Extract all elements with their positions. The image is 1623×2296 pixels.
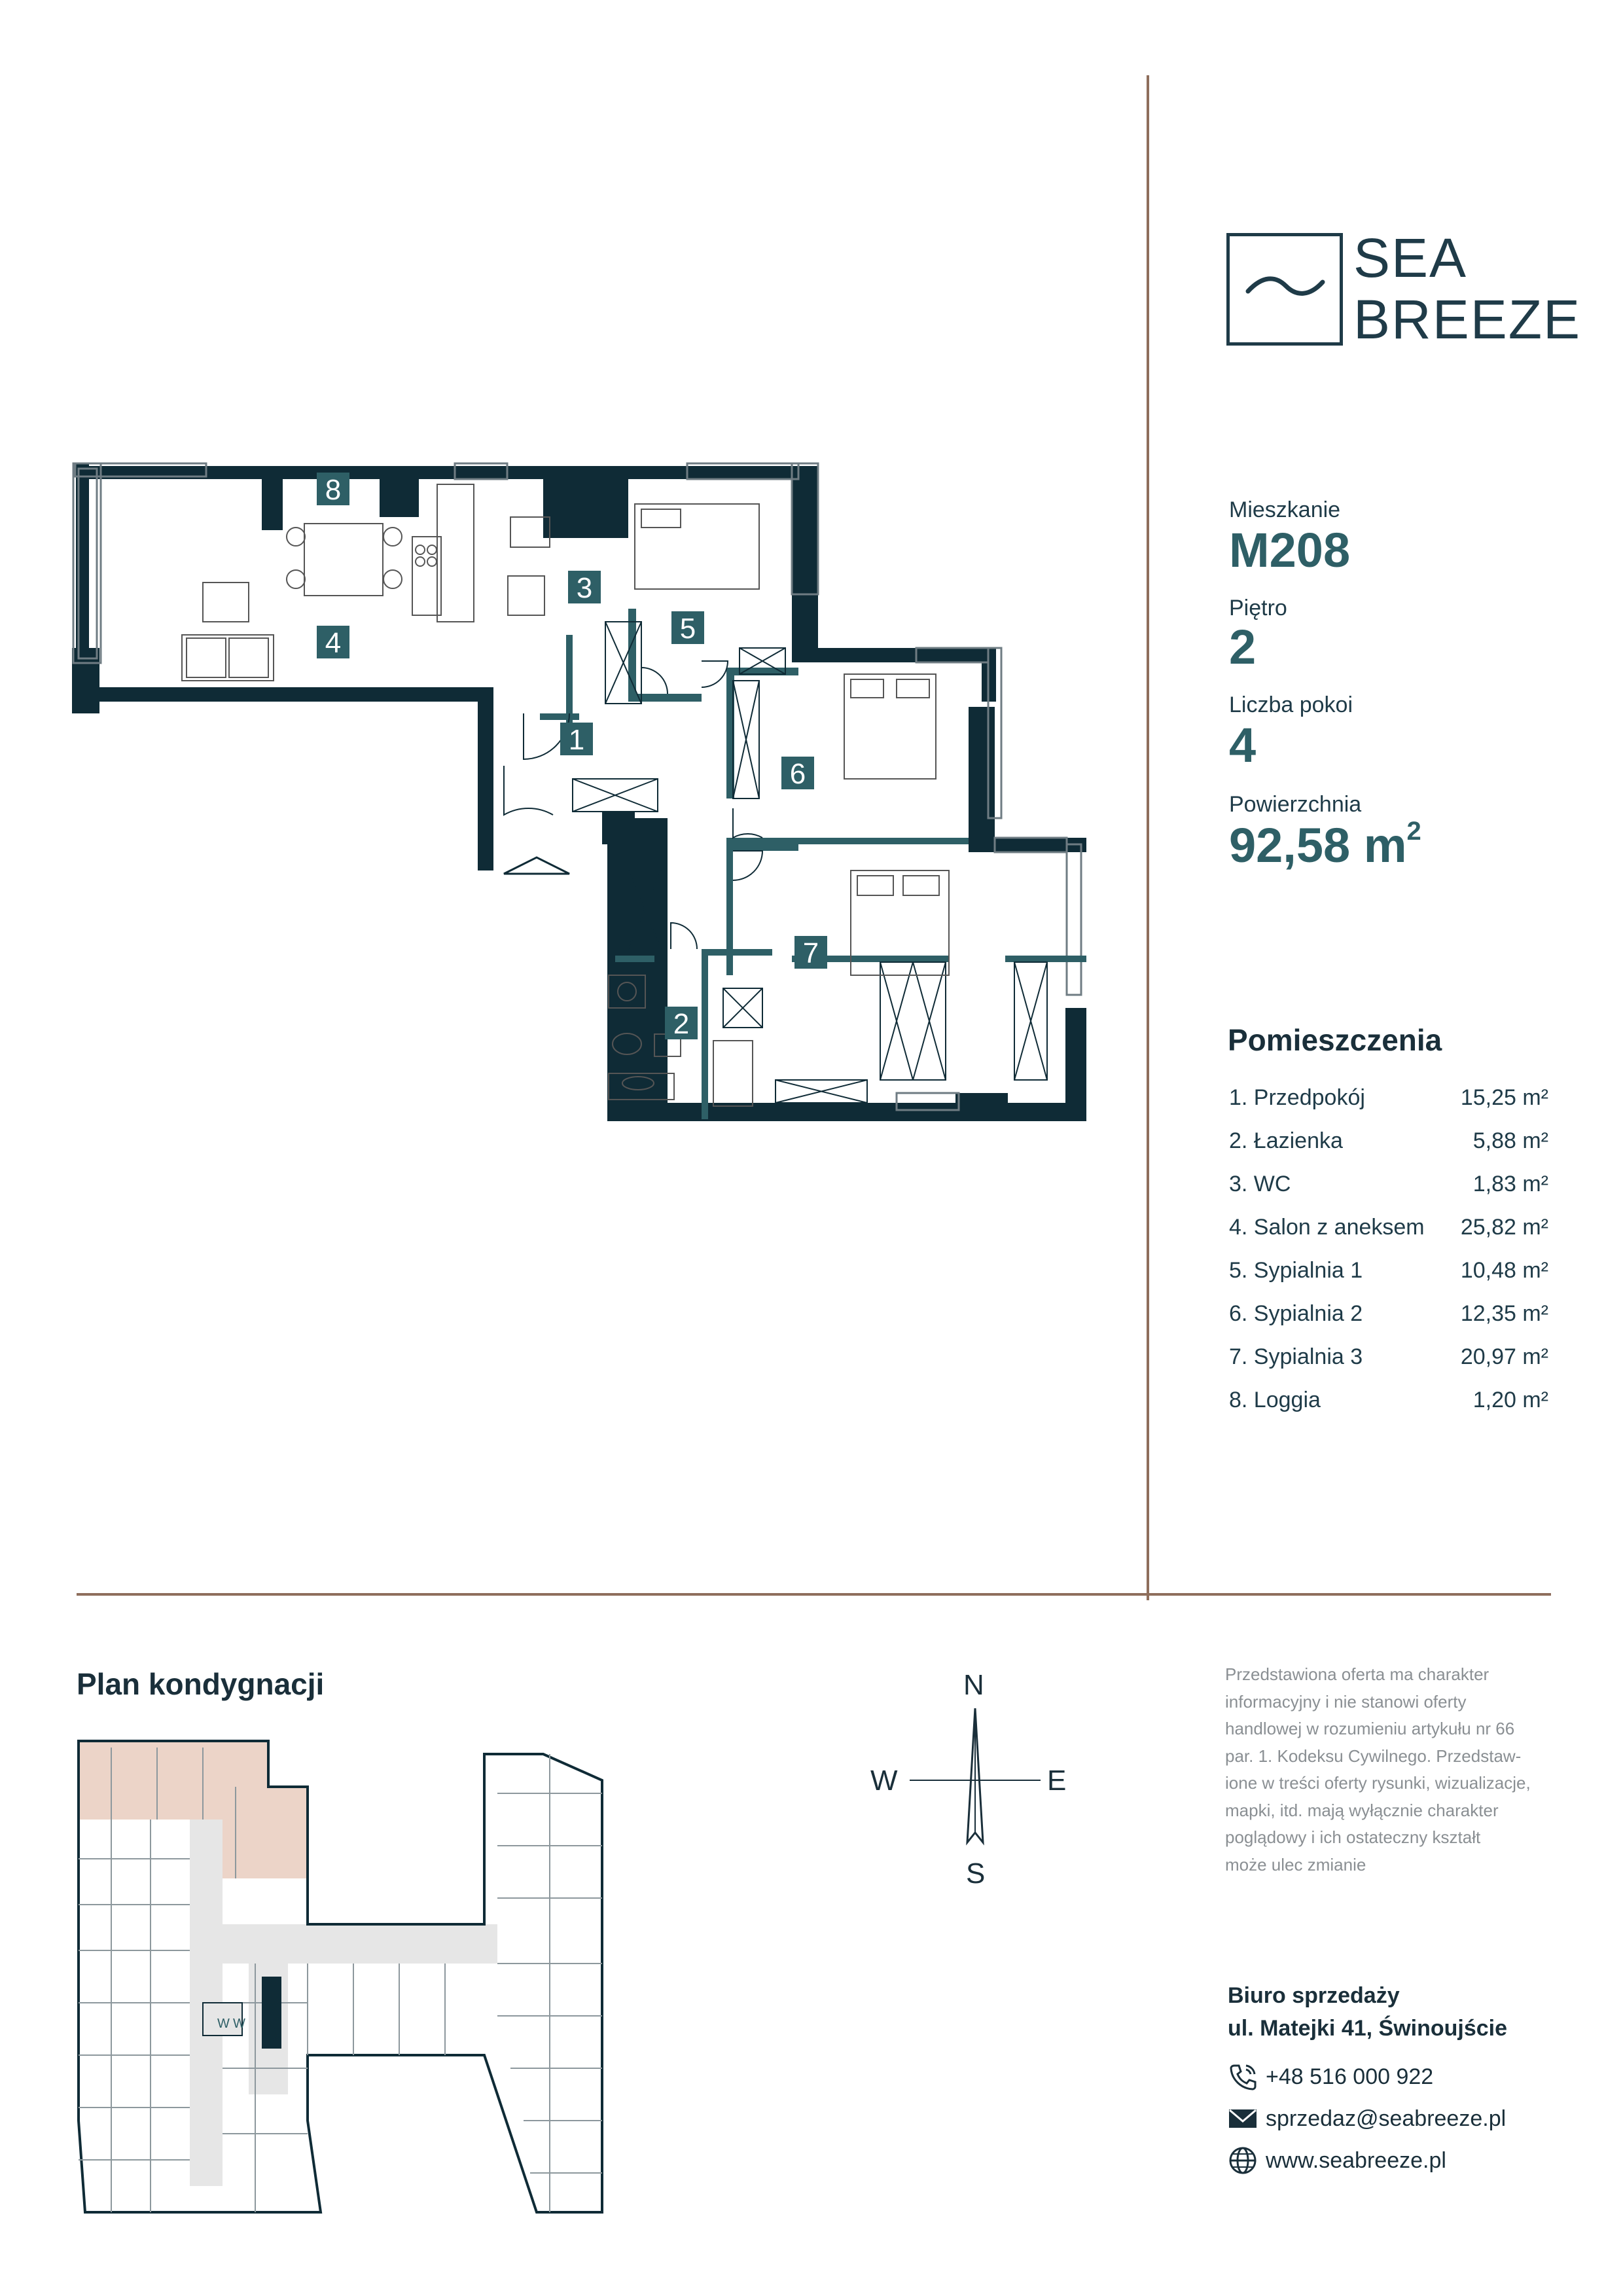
- email-link[interactable]: sprzedaz@seabreeze.pl: [1266, 2106, 1507, 2131]
- disclaimer-line: informacyjny i nie stanowi oferty: [1225, 1691, 1467, 1712]
- disclaimer-line: mapki, itd. mają wyłącznie charakter: [1225, 1800, 1499, 1820]
- rooms-value: 4: [1229, 718, 1257, 772]
- room-area: 15,25 m²: [1460, 1085, 1548, 1110]
- area-superscript: 2: [1406, 817, 1421, 846]
- rooms-label: Liczba pokoi: [1229, 692, 1353, 717]
- room-area: 25,82 m²: [1460, 1215, 1548, 1240]
- svg-text:7: 7: [802, 937, 819, 969]
- disclaimer: [1225, 1661, 1552, 1878]
- room-name: 1. Przedpokój: [1229, 1085, 1365, 1110]
- room-name: 4. Salon z aneksem: [1229, 1215, 1425, 1240]
- compass-east: E: [1047, 1765, 1067, 1797]
- website-link[interactable]: www.seabreeze.pl: [1266, 2148, 1446, 2173]
- disclaimer-line: może ulec zmianie: [1225, 1854, 1366, 1874]
- svg-text:2: 2: [673, 1008, 690, 1040]
- room-badge-5: [671, 611, 704, 645]
- globe-icon: [1228, 2145, 1258, 2176]
- svg-text:8: 8: [325, 474, 342, 506]
- logo-line-2: BREEZE: [1353, 289, 1582, 350]
- room-row: [1229, 1128, 1548, 1158]
- room-badge-2: [665, 1007, 698, 1040]
- room-area: 20,97 m²: [1460, 1344, 1548, 1369]
- room-badge-6: [781, 757, 814, 790]
- room-area: 12,35 m²: [1460, 1301, 1548, 1326]
- vertical-divider: [1147, 75, 1149, 1600]
- disclaimer-line: handlowej w rozumieniu artykułu nr 66: [1225, 1719, 1515, 1738]
- room-row: [1229, 1085, 1548, 1115]
- room-badge-1: [560, 723, 593, 756]
- unit-value: M208: [1229, 523, 1351, 577]
- wave-icon: [1230, 236, 1340, 342]
- room-badge-3: [568, 571, 601, 604]
- disclaimer-line: poglądowy i ich ostateczny kształt: [1225, 1827, 1481, 1847]
- office-address: ul. Matejki 41, Świnoujście: [1228, 2016, 1508, 2041]
- room-area: 10,48 m²: [1460, 1258, 1548, 1283]
- envelope-icon: [1228, 2104, 1258, 2134]
- svg-text:1: 1: [568, 724, 585, 756]
- elevator-label-1: W: [217, 2017, 230, 2031]
- rooms-heading: Pomieszczenia: [1228, 1023, 1442, 1057]
- room-row: [1229, 1258, 1548, 1288]
- area-number: 92,58 m: [1229, 818, 1407, 872]
- room-name: 6. Sypialnia 2: [1229, 1301, 1363, 1326]
- room-row: [1229, 1215, 1548, 1245]
- disclaimer-line: par. 1. Kodeksu Cywilnego. Przedstaw-: [1225, 1746, 1522, 1766]
- unit-label: Mieszkanie: [1229, 497, 1341, 522]
- compass-south: S: [966, 1857, 986, 1890]
- walls: [72, 463, 1086, 1121]
- room-row: [1229, 1301, 1548, 1331]
- floor-value: 2: [1229, 620, 1257, 674]
- compass-west: W: [870, 1765, 898, 1797]
- room-area: 1,83 m²: [1472, 1172, 1548, 1196]
- building-floor-plan: [72, 1728, 615, 2225]
- area-value: [1229, 817, 1421, 873]
- room-badge-8: [317, 473, 349, 506]
- logo-line-1: SEA: [1353, 227, 1468, 289]
- room-row: [1229, 1172, 1548, 1202]
- room-name: 8. Loggia: [1229, 1388, 1321, 1412]
- room-name: 3. WC: [1229, 1172, 1291, 1196]
- room-name: 2. Łazienka: [1229, 1128, 1343, 1153]
- office-title: Biuro sprzedaży: [1228, 1983, 1400, 2008]
- disclaimer-line: Przedstawiona oferta ma charakter: [1225, 1664, 1489, 1684]
- apartment-floor-plan: [65, 452, 1086, 1139]
- phone-number[interactable]: +48 516 000 922: [1266, 2064, 1434, 2089]
- logo-square: [1226, 233, 1343, 346]
- compass-icon: [910, 1708, 1041, 1852]
- furniture: [182, 484, 949, 1106]
- svg-text:3: 3: [576, 572, 593, 604]
- compass-north: N: [963, 1669, 984, 1701]
- floor-label: Piętro: [1229, 596, 1287, 620]
- room-badge-7: [794, 936, 827, 969]
- windows: [73, 463, 1081, 1110]
- area-label: Powierzchnia: [1229, 792, 1362, 817]
- room-area: 5,88 m²: [1472, 1128, 1548, 1153]
- room-name: 7. Sypialnia 3: [1229, 1344, 1363, 1369]
- elevator-label-2: W: [233, 2017, 245, 2031]
- room-badge-4: [317, 626, 349, 659]
- disclaimer-line: ione w treści oferty rysunki, wizualizacje,: [1225, 1773, 1531, 1793]
- floor-plan-heading: Plan kondygnacji: [77, 1667, 325, 1701]
- room-row: [1229, 1344, 1548, 1374]
- svg-text:4: 4: [325, 627, 342, 659]
- phone-icon: [1228, 2062, 1258, 2092]
- room-area: 1,20 m²: [1472, 1388, 1548, 1412]
- svg-text:6: 6: [789, 758, 806, 790]
- room-name: 5. Sypialnia 1: [1229, 1258, 1363, 1283]
- svg-text:5: 5: [679, 613, 696, 645]
- entrance-arrow-icon: [504, 857, 569, 874]
- room-row: [1229, 1388, 1548, 1418]
- horizontal-divider: [77, 1593, 1551, 1596]
- unit-partitions: [79, 1748, 602, 2212]
